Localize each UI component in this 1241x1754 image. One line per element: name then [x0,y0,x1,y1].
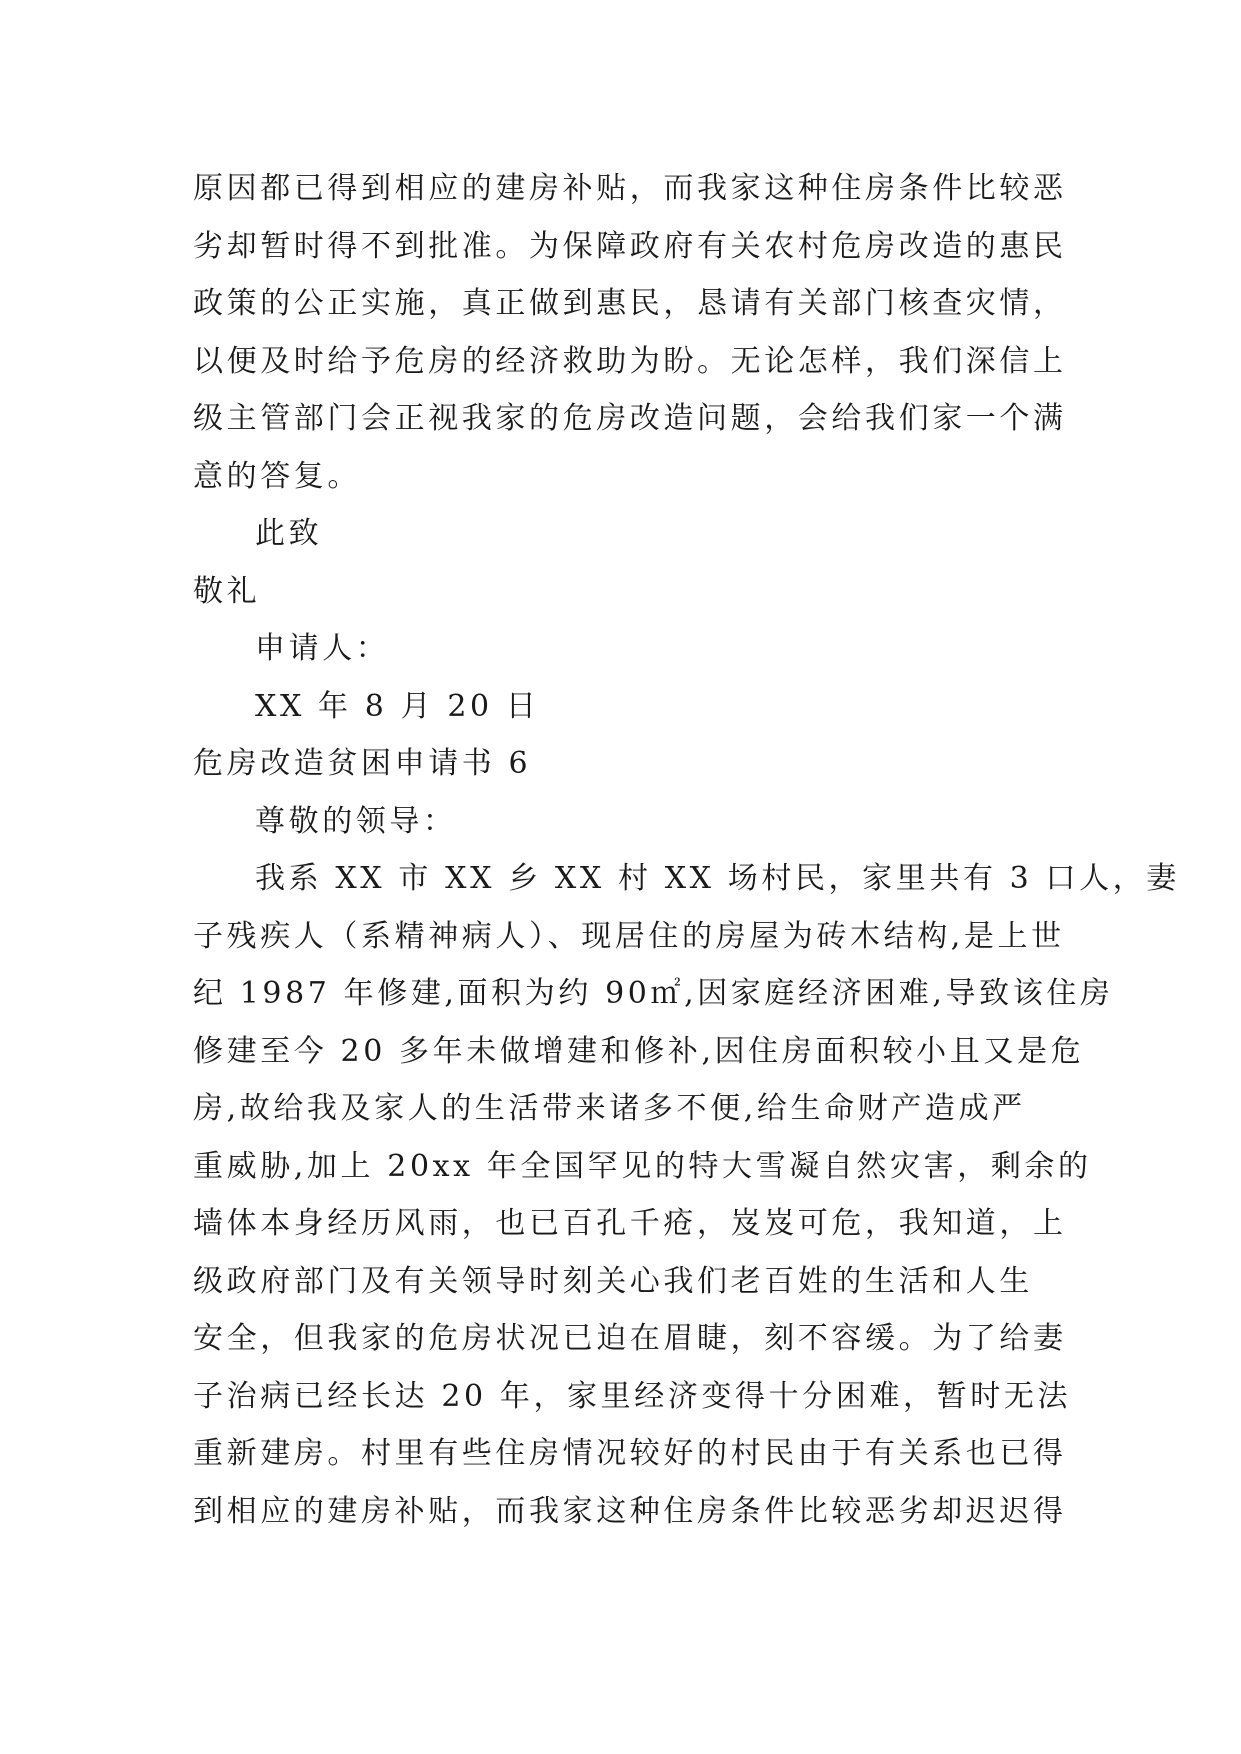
body-line: 以便及时给予危房的经济救助为盼。无论怎样，我们深信上 [193,343,1067,379]
body-line: 重威胁,加上 20xx 年全国罕见的特大雪凝自然灾害，剩余的 [193,1148,1092,1184]
salutation: 敬礼 [193,573,261,609]
body-line: 墙体本身经历风雨，也已百孔千疮，岌岌可危，我知道，上 [193,1206,1067,1241]
section-title: 危房改造贫困申请书 6 [193,746,532,781]
body-line: 级政府部门及有关领导时刻关心我们老百姓的生活和人生 [193,1263,1033,1299]
body-line: 原因都已得到相应的建房补贴，而我家这种住房条件比较恶 [193,171,1067,206]
body-line: 意的答复。 [193,458,361,494]
body-line: 房,故给我及家人的生活带来诸多不便,给生命财产造成严 [193,1091,1026,1126]
applicant-label: 申请人： [255,631,390,666]
body-line: 劣却暂时得不到批准。为保障政府有关农村危房改造的惠民 [193,228,1067,264]
body-line: 修建至今 20 多年未做增建和修补,因住房面积较小且又是危 [193,1033,1085,1069]
body-line: 纪 1987 年修建,面积为约 90㎡,因家庭经济困难,导致该住房 [193,976,1114,1011]
body-line: 级主管部门会正视我家的危房改造问题，会给我们家一个满 [193,401,1067,436]
greeting: 尊敬的领导： [255,803,457,839]
body-line: 重新建房。村里有些住房情况较好的村民由于有关系也已得 [193,1436,1067,1471]
body-line: 安全，但我家的危房状况已迫在眉睫，刻不容缓。为了给妻 [193,1321,1067,1356]
body-line: 到相应的建房补贴，而我家这种住房条件比较恶劣却迟迟得 [193,1493,1067,1529]
body-line: 政策的公正实施，真正做到惠民，恳请有关部门核查灾情， [193,286,1067,321]
document-body [193,160,1180,1540]
body-line: 子治病已经长达 20 年，家里经济变得十分困难，暂时无法 [193,1378,1072,1414]
body-line: 我系 XX 市 XX 乡 XX 村 XX 场村民，家里共有 3 口人，妻 [255,861,1180,896]
closing-phrase: 此致 [255,516,323,551]
date-line: XX 年 8 月 20 日 [255,688,540,724]
body-line: 子残疾人（系精神病人）、现居住的房屋为砖木结构,是上世 [193,918,1065,954]
